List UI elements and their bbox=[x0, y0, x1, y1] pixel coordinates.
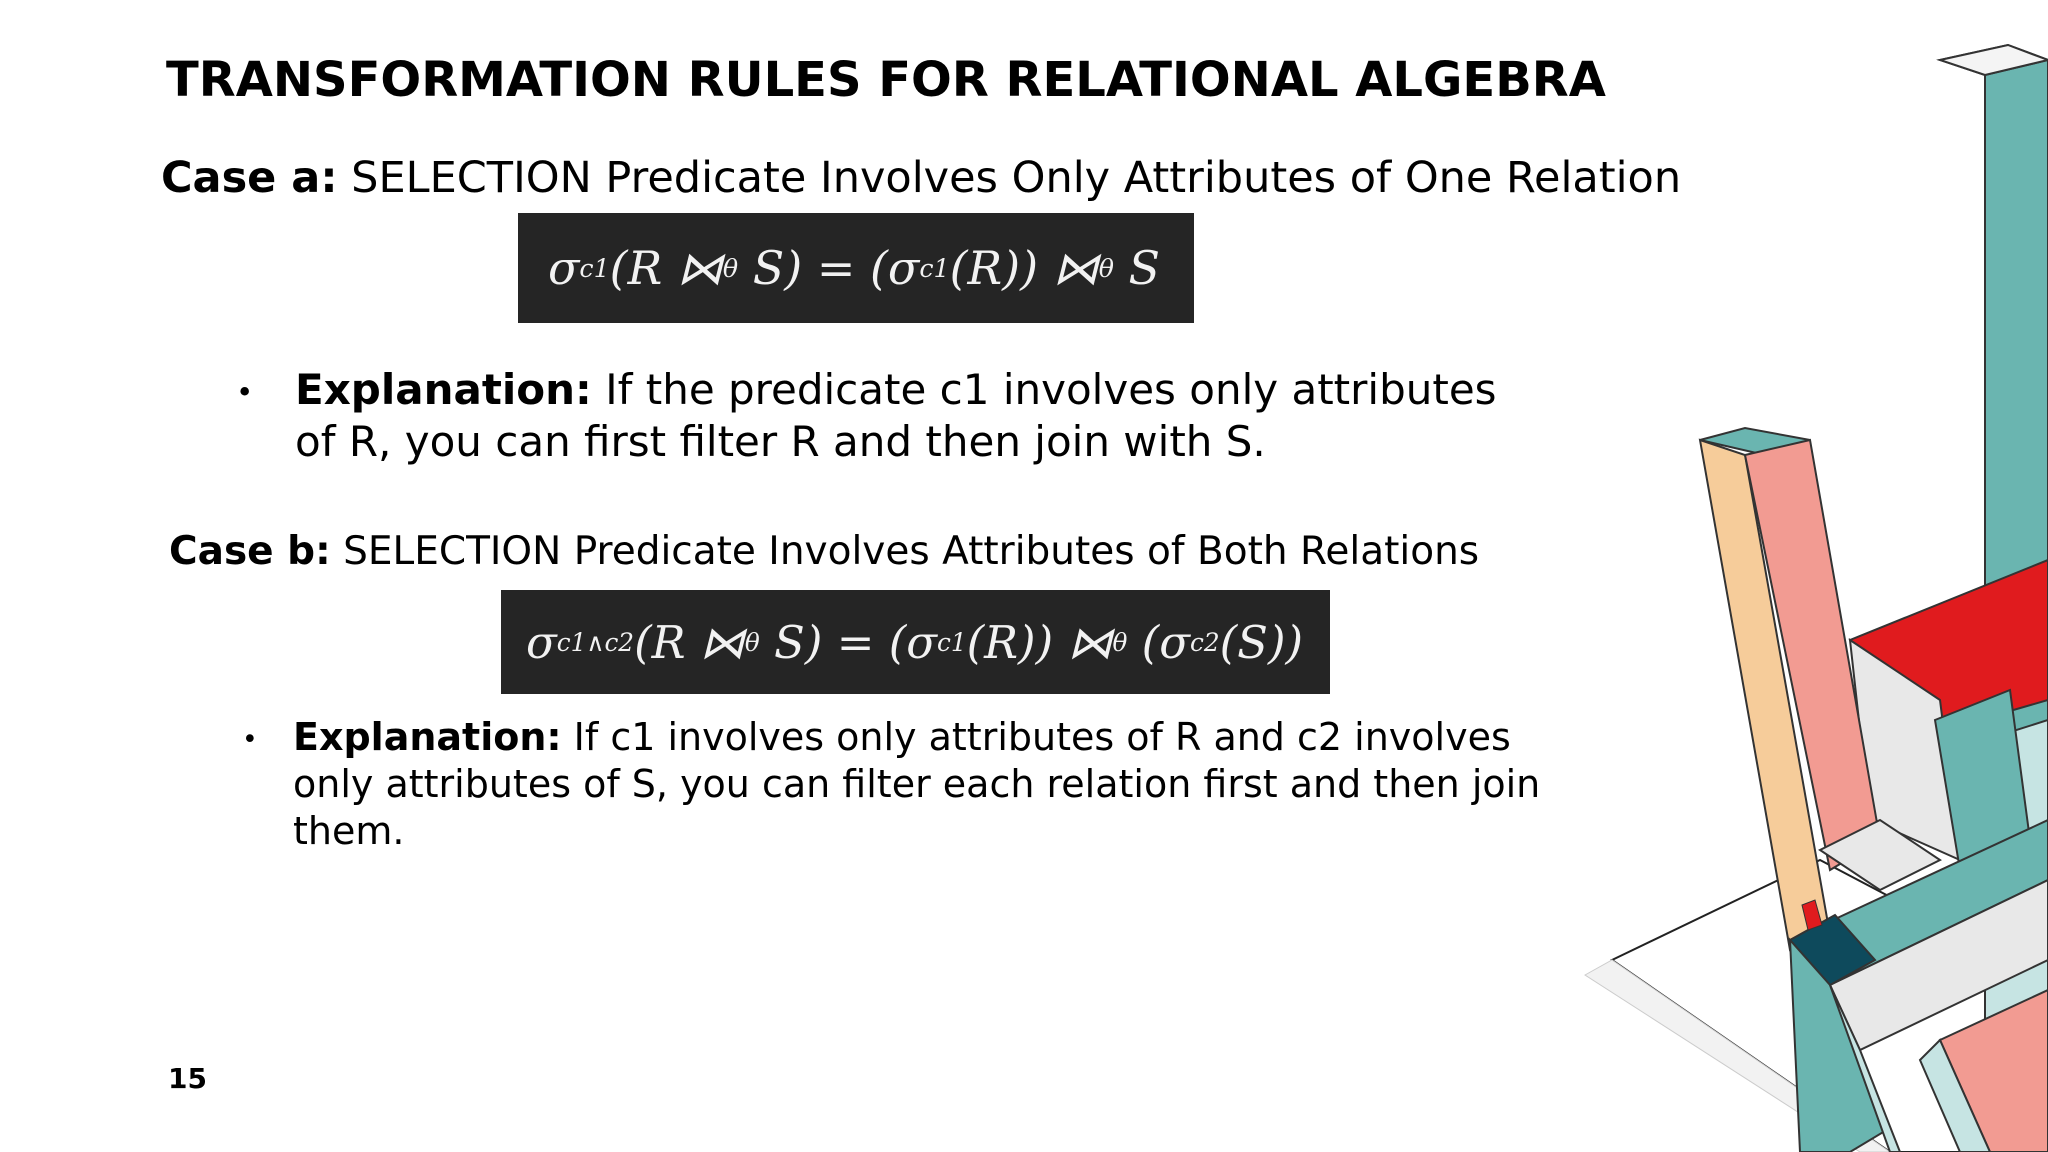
case-b-label: Case b: bbox=[169, 529, 331, 574]
page-number: 15 bbox=[168, 1062, 207, 1095]
case-b-explanation-body: If c1 involves only attributes of R and c2 involves only attributes of S, you can filter each relation first and then join them. bbox=[293, 715, 1541, 853]
case-b-explanation-label: Explanation: bbox=[293, 715, 562, 759]
formula-a-mid: (R)) ⋈ bbox=[949, 241, 1099, 295]
formula-b-theta2: θ bbox=[1112, 627, 1128, 657]
formula-b-mid: (R)) ⋈ bbox=[966, 615, 1113, 669]
case-b-heading-text: SELECTION Predicate Involves Attributes of Both Relations bbox=[330, 529, 1480, 574]
case-b-explanation-text bbox=[293, 714, 1542, 855]
formula-b-sigma1: σ bbox=[526, 615, 557, 669]
slide-title: TRANSFORMATION RULES FOR RELATIONAL ALGEBRA bbox=[166, 52, 1606, 108]
formula-a-sigma1: σ bbox=[548, 241, 580, 295]
formula-b-sub1: c1∧c2 bbox=[556, 627, 635, 657]
formula-a-sub2: c1 bbox=[919, 253, 950, 283]
bullet-icon: • bbox=[236, 375, 254, 409]
case-b-explanation bbox=[242, 714, 1542, 855]
case-a-explanation-text bbox=[295, 364, 1536, 468]
formula-b-rhs: (S)) bbox=[1219, 615, 1304, 669]
formula-a-lhs-end: S) = (σ bbox=[738, 241, 920, 295]
case-a-heading bbox=[161, 152, 1681, 204]
formula-a-sub1: c1 bbox=[579, 253, 610, 283]
case-b-formula bbox=[501, 590, 1330, 694]
formula-b-lhs: (R ⋈ bbox=[634, 615, 745, 669]
formula-a-rhs: S bbox=[1113, 241, 1161, 295]
bullet-icon: • bbox=[242, 724, 258, 755]
formula-b-mid2: (σ bbox=[1127, 615, 1190, 669]
case-b-heading bbox=[169, 528, 1479, 576]
formula-a-theta2: θ bbox=[1098, 253, 1114, 283]
formula-b-theta1: θ bbox=[744, 627, 760, 657]
isometric-blocks-illustration bbox=[1560, 0, 2048, 1152]
case-a-explanation-label: Explanation: bbox=[295, 365, 592, 414]
formula-a-lhs: (R ⋈ bbox=[609, 241, 723, 295]
formula-b-sub2: c1 bbox=[937, 627, 967, 657]
case-a-heading-text: SELECTION Predicate Involves Only Attributes of One Relation bbox=[337, 153, 1682, 203]
formula-b-lhs-end: S) = (σ bbox=[759, 615, 937, 669]
case-a-formula bbox=[518, 213, 1194, 323]
case-a-label: Case a: bbox=[161, 153, 338, 203]
case-a-explanation bbox=[236, 364, 1536, 468]
formula-b-sub3: c2 bbox=[1189, 627, 1220, 657]
case-a-explanation-body: If the predicate c1 involves only attributes of R, you can first filter R and then join with S. bbox=[295, 365, 1497, 466]
formula-a-theta1: θ bbox=[722, 253, 739, 283]
